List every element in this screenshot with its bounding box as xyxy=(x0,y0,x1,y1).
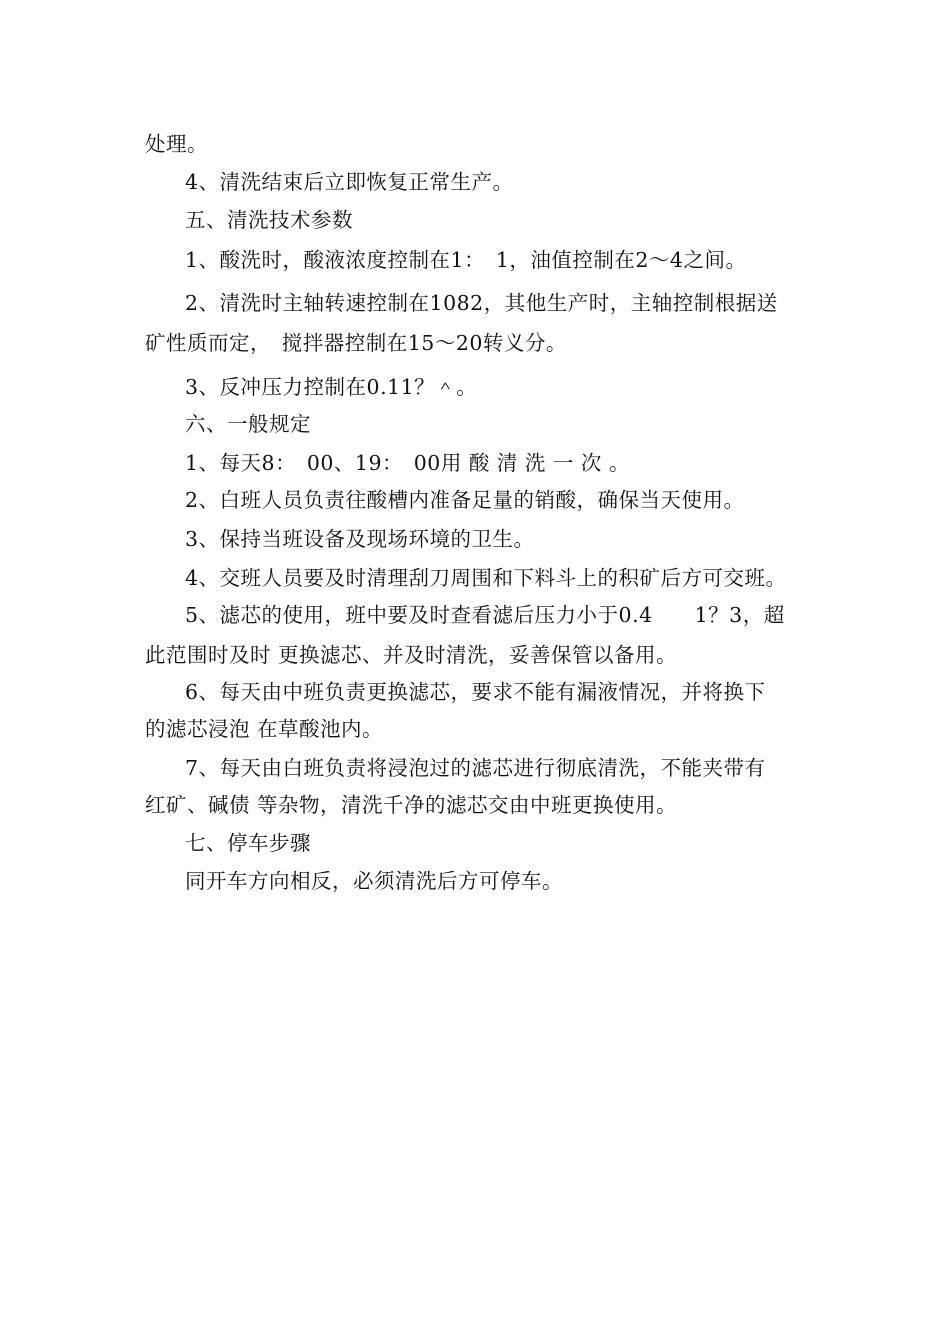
section-heading: 六、一般规定 xyxy=(185,412,311,436)
text-line: 5、滤芯的使用，班中要及时查看滤后压力小于0.4 1？3，超 xyxy=(185,603,785,627)
text-line: 矿性质而定， 搅拌器控制在15〜20转义分。 xyxy=(145,331,567,355)
text-line: 4、交班人员要及时清理刮刀周围和下料斗上的积矿后方可交班。 xyxy=(185,566,787,590)
text-line: 1、每天8： 00、19： 00用 酸 清 洗 一 次 。 xyxy=(185,451,630,475)
text-line: 3、保持当班设备及现场环境的卫生。 xyxy=(185,527,535,551)
text-line: 此范围时及时 更换滤芯、并及时清洗，妥善保管以备用。 xyxy=(145,643,678,667)
text-line: 处理。 xyxy=(145,132,208,156)
text-line: 6、每天由中班负责更换滤芯，要求不能有漏液情况，并将换下 xyxy=(185,680,766,704)
text-line: 3、反冲压力控制在0.11？＾。 xyxy=(185,375,478,399)
text-line: 7、每天由白班负责将浸泡过的滤芯进行彻底清洗，不能夹带有 xyxy=(185,756,766,780)
text-line: 2、清洗时主轴转速控制在1082，其他生产时，主轴控制根据送 xyxy=(185,291,778,315)
section-heading: 五、清洗技术参数 xyxy=(185,208,353,232)
text-line: 2、白班人员负责往酸槽内准备足量的销酸，确保当天使用。 xyxy=(185,488,745,512)
text-line: 1、酸洗时，酸液浓度控制在1： 1，油值控制在2〜4之间。 xyxy=(185,248,747,272)
text-line: 同开车方向相反，必须清洗后方可停车。 xyxy=(185,869,563,893)
text-line: 的滤芯浸泡 在草酸池内。 xyxy=(145,717,384,741)
text-line: 红矿、碱债 等杂物，清洗千净的滤芯交由中班更换使用。 xyxy=(145,793,678,817)
text-line: 4、清洗结束后立即恢复正常生产。 xyxy=(185,170,514,194)
section-heading: 七、停车步骤 xyxy=(185,831,311,855)
